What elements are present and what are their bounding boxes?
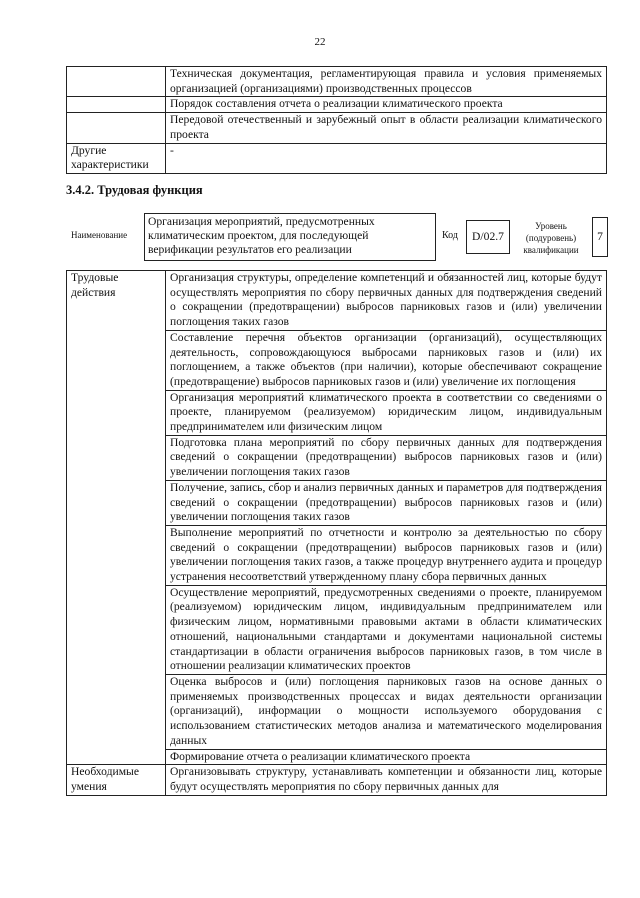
row-label [67,113,166,143]
table-row [67,67,607,97]
table-row [67,271,607,331]
row-text: Передовой отечественный и зарубежный опыт в области реализации климатического проекта [166,113,607,143]
labor-function-table [66,270,607,796]
table-row [67,113,607,143]
table-row [67,97,607,113]
labor-action-item: Осуществление мероприятий, предусмотренных сведениями о проекте, планируемом (реализуемом) юридическим лицом, индивидуальным предпринимателем или физическим лицом, нормативными правовыми актами в области климатических отношений, национальными стандартами и документами национальной системы стандартизации в области ограничения выбросов парниковых газов, в том числе в отношении реализации климатических проектов [166,585,607,674]
labor-action-item: Организация структуры, определение компетенций и обязанностей лиц, которые будут осуществлять мероприятия по сбору первичных данных для подтверждения сведений о сокращении (предотвращении) выбросов парниковых газов и (или) увеличении поглощения таких газов [166,271,607,331]
function-name: Организация мероприятий, предусмотренных климатическим проектом, для последующей верификации результатов его реализации [144,213,436,261]
labor-action-item: Составление перечня объектов организации (организаций), осуществляющих деятельность, сопровождающуюся выбросами парниковых газов и (или) их поглощением, а также объектов (при наличии), которые обеспечивают сокращение (предотвращение) выбросов парниковых газов и (или) увеличение их поглощения [166,330,607,390]
other-characteristics-value: - [166,143,607,173]
knowledge-table-continuation [66,66,607,174]
labor-action-item: Организация мероприятий климатического проекта в соответствии со сведениями о проекте, планируемом (реализуемом) юридическим лицом, индивидуальным предпринимателем или физическим лицом [166,390,607,435]
labor-actions-label: Трудовые действия [67,271,166,765]
row-label [67,67,166,97]
table-row [67,143,607,173]
page-number: 22 [314,36,326,48]
labor-action-item: Выполнение мероприятий по отчетности и контролю за деятельностью по сбору сведений о сокращении (предотвращении) выбросов парниковых газов и (или) увеличении поглощения таких газов, а также процедур внутреннего аудита и процедур устранения несоответствий утвержденному плану сбора первичных данных [166,525,607,585]
table-row [67,765,607,795]
labor-function-header [66,212,607,264]
labor-action-item: Оценка выбросов и (или) поглощения парниковых газов на основе данных о применяемых производственных процессах и видах деятельности организации (организаций), информации о мощности используемого оборудования с использованием статистических методов анализа и математического моделирования данных [166,674,607,749]
labor-action-item: Формирование отчета о реализации климатического проекта [166,749,607,765]
code-label: Код [442,230,458,241]
row-text: Техническая документация, регламентирующая правила и условия применяемых организацией (организациями) производственных процессов [166,67,607,97]
qualification-level: 7 [592,217,608,257]
other-characteristics-label: Другие характеристики [67,143,166,173]
labor-action-item: Получение, запись, сбор и анализ первичных данных и параметров для подтверждения сведений о сокращении (предотвращении) выбросов парниковых газов и (или) увеличении поглощения таких газов [166,480,607,525]
section-heading: 3.4.2. Трудовая функция [66,183,203,197]
name-label: Наименование [71,230,128,240]
row-text: Порядок составления отчета о реализации климатического проекта [166,97,607,113]
labor-action-item: Подготовка плана мероприятий по сбору первичных данных для подтверждения сведений о сокращении (предотвращении) выбросов парниковых газов и (или) увеличении поглощения таких газов [166,435,607,480]
skill-item: Организовывать структуру, устанавливать компетенции и обязанности лиц, которые будут осуществлять мероприятия по сбору первичных данных для [166,765,607,795]
row-label [67,97,166,113]
skills-label: Необходимые умения [67,765,166,795]
level-label: Уровень (подуровень) квалификации [523,221,579,255]
function-code: D/02.7 [466,220,510,254]
